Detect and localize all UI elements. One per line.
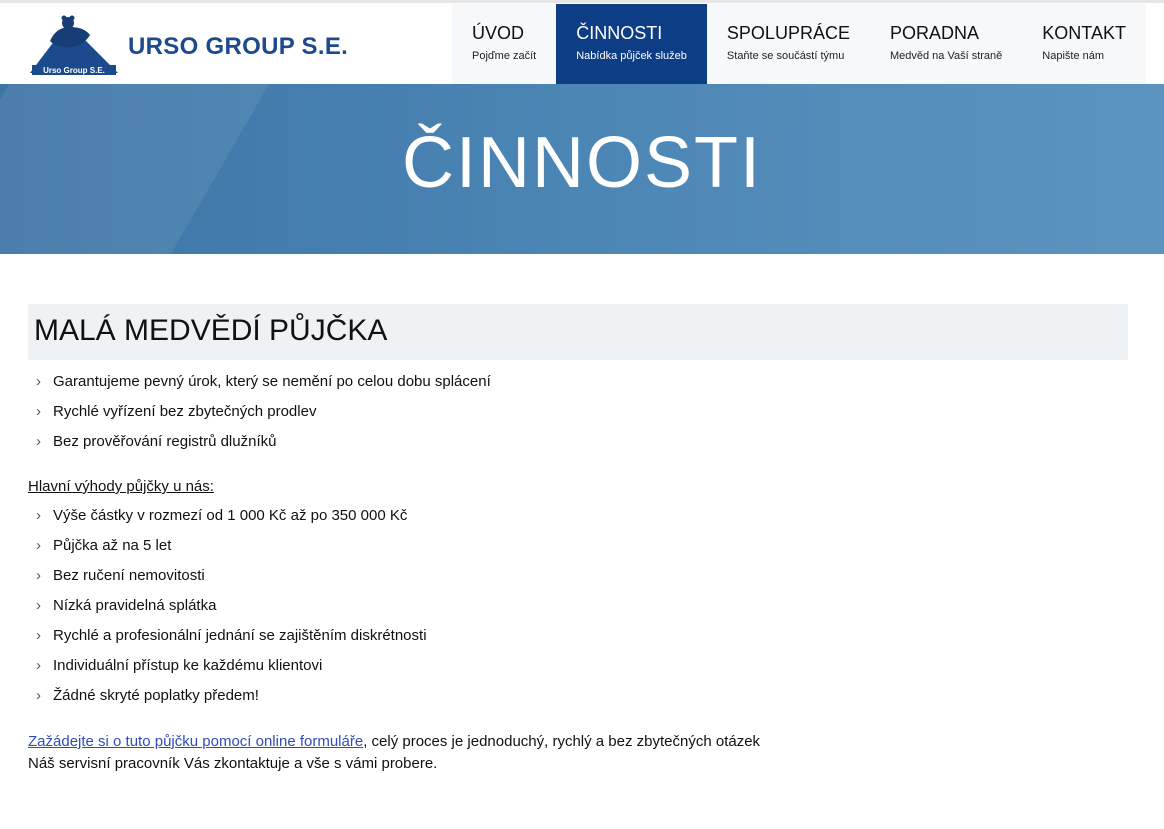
list-item	[36, 505, 936, 535]
list-item-text: Individuální přístup ke každému klientovi	[53, 657, 323, 674]
list-item-text: Rychlé a profesionální jednání se zajištěním diskrétnosti	[53, 627, 427, 644]
nav-item-subtitle: Medvěd na Vaší straně	[889, 50, 1003, 62]
list-item	[36, 625, 936, 655]
list-item	[36, 401, 936, 431]
svg-text:Urso Group S.E.: Urso Group S.E.	[43, 66, 105, 75]
list-item-text: Bez prověřování registrů dlužníků	[53, 433, 277, 450]
list-item	[36, 565, 936, 595]
nav-item-poradna[interactable]	[870, 4, 1022, 84]
nav-item-title: SPOLUPRÁCE	[726, 23, 850, 43]
list-item-text: Bez ručení nemovitosti	[53, 567, 205, 584]
list-item	[36, 595, 936, 625]
bear-logo-icon[interactable]	[28, 13, 120, 75]
chevron-right-icon: ›	[36, 373, 41, 390]
nav-item-title: ČINNOSTI	[576, 23, 663, 43]
chevron-right-icon: ›	[36, 627, 41, 644]
section-header	[28, 304, 1128, 360]
chevron-right-icon: ›	[36, 597, 41, 614]
list-item-text: Půjčka až na 5 let	[53, 537, 172, 554]
nav-item-cinnosti[interactable]	[556, 4, 707, 84]
main-nav	[452, 4, 1146, 84]
nav-item-title: PORADNA	[889, 23, 979, 43]
chevron-right-icon: ›	[36, 537, 41, 554]
section-title: MALÁ MEDVĚDÍ PŮJČKA	[34, 314, 388, 347]
nav-item-subtitle: Staňte se součástí týmu	[726, 50, 845, 62]
site-header	[0, 3, 1164, 84]
cta-text: , celý proces je jednoduchý, rychlý a bez zbytečných otázek	[363, 733, 761, 750]
nav-item-kontakt[interactable]	[1022, 4, 1146, 84]
chevron-right-icon: ›	[36, 687, 41, 704]
list-item-text: Výše částky v rozmezí od 1 000 Kč až po 350 000 Kč	[53, 507, 408, 524]
nav-item-subtitle: Napište nám	[1042, 50, 1105, 62]
benefits-heading: Hlavní výhody půjčky u nás:	[28, 478, 214, 495]
nav-item-title: ÚVOD	[472, 23, 525, 43]
chevron-right-icon: ›	[36, 403, 41, 420]
chevron-right-icon: ›	[36, 433, 41, 450]
list-item-text: Garantujeme pevný úrok, který se nemění po celou dobu splácení	[53, 373, 491, 390]
cta-line	[28, 731, 760, 753]
chevron-right-icon: ›	[36, 567, 41, 584]
page-title: ČINNOSTI	[401, 123, 762, 203]
chevron-right-icon: ›	[36, 507, 41, 524]
nav-item-subtitle: Nabídka půjček služeb	[576, 50, 687, 62]
page-banner	[0, 84, 1164, 254]
list-item	[36, 655, 936, 685]
nav-item-subtitle: Pojďme začít	[472, 50, 537, 62]
list-item-text: Žádné skryté poplatky předem!	[53, 687, 259, 704]
chevron-right-icon: ›	[36, 657, 41, 674]
list-item	[36, 431, 936, 461]
list-item-text: Rychlé vyřízení bez zbytečných prodlev	[53, 403, 317, 420]
list-item-text: Nízká pravidelná splátka	[53, 597, 217, 614]
brand-name[interactable]: URSO GROUP S.E.	[128, 33, 349, 60]
cta-block	[28, 731, 760, 775]
nav-item-spoluprace[interactable]	[707, 4, 870, 84]
list-item	[36, 371, 936, 401]
nav-item-title: KONTAKT	[1042, 23, 1126, 43]
feature-list	[36, 371, 936, 461]
nav-item-uvod[interactable]	[452, 4, 556, 84]
cta-line-2: Náš servisní pracovník Vás zkontaktuje a vše s vámi probere.	[28, 755, 438, 772]
benefits-list	[36, 505, 936, 715]
apply-online-link[interactable]: Zažádejte si o tuto půjčku pomocí online formuláře	[28, 733, 364, 750]
list-item	[36, 535, 936, 565]
list-item	[36, 685, 936, 715]
